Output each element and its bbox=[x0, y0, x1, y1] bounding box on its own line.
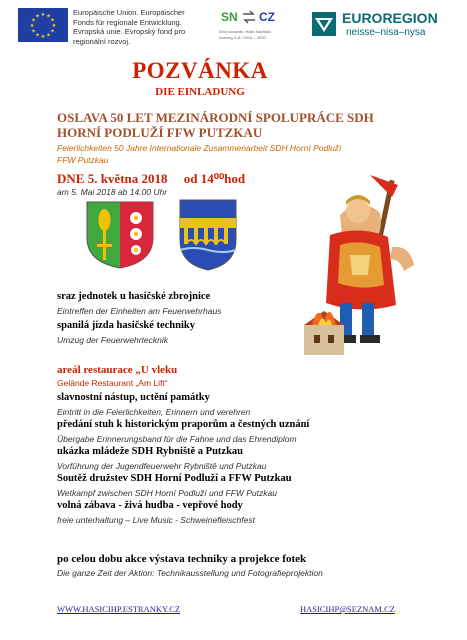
eu-text-line: Evropská unie. Evropský fond pro bbox=[73, 27, 186, 36]
venue-label: areál restaurace „U vleku bbox=[57, 364, 178, 376]
sn-label: SN bbox=[221, 10, 238, 24]
eu-text-line: Europäische Union. Europäischer bbox=[73, 8, 185, 17]
program-item-de: Wetkampf zwischen SDH Horní Podluží und FFW Putzkau bbox=[57, 488, 277, 498]
coat-of-arms-putzkau bbox=[178, 198, 238, 277]
venue-label-de: Gelände Restaurant „Am Lift“ bbox=[57, 378, 168, 388]
saint-florian-icon bbox=[300, 175, 430, 370]
event-heading-line: OSLAVA 50 LET MEZINÁRODNÍ SPOLUPRÁCE SDH bbox=[57, 110, 374, 125]
sn-small-text: Ahoj sousede. Hallo Nachbar. bbox=[219, 29, 272, 34]
cz-label: CZ bbox=[259, 10, 275, 24]
svg-text:★: ★ bbox=[50, 28, 55, 35]
svg-text:★: ★ bbox=[35, 13, 40, 20]
euroregion-emblem-icon bbox=[310, 10, 338, 38]
svg-text:★: ★ bbox=[40, 34, 46, 40]
event-date-de: am 5. Mai 2018 ab 14.00 Uhr bbox=[57, 187, 168, 197]
program-item: předání stuh k historickým praporům a čestných uznání bbox=[57, 419, 310, 430]
eu-stars-icon bbox=[18, 8, 68, 42]
program-item-de: Vorführung der Jugendfeuerwehr Rybniště und Putzkau bbox=[57, 461, 267, 471]
svg-text:★: ★ bbox=[31, 17, 36, 24]
eu-text-line: regionální rozvoj. bbox=[73, 36, 131, 46]
coat-of-arms-icon bbox=[178, 198, 238, 272]
svg-text:★: ★ bbox=[35, 32, 40, 39]
sn-small-text-2: Interreg V-A / 2014 – 2020 bbox=[219, 35, 266, 40]
svg-text:★: ★ bbox=[29, 23, 35, 29]
svg-text:★: ★ bbox=[31, 28, 36, 35]
svg-text:★: ★ bbox=[46, 13, 51, 20]
coat-of-arms-icon bbox=[85, 200, 155, 270]
arrows-icon bbox=[241, 10, 257, 24]
event-heading bbox=[57, 110, 457, 140]
saint-florian-figure bbox=[300, 175, 430, 375]
closing-text: po celou dobu akce výstava techniky a projekce fotek bbox=[57, 553, 307, 565]
program-item: volná zábava - živá hudba - vepřové hody bbox=[57, 500, 243, 511]
email-link[interactable]: HASICIHP@SEZNAM.CZ bbox=[300, 604, 395, 614]
program-item: Soutěž družstev SDH Horní Podluží a FFW Putzkau bbox=[57, 473, 292, 484]
svg-text:★: ★ bbox=[46, 32, 51, 39]
program-item: sraz jednotek u hasičské zbrojnice bbox=[57, 291, 211, 302]
event-heading-de-line: Feierlichkeiten 50 Jahre Internationale Zusammenarbeit SDH Horní Podluží bbox=[57, 143, 342, 153]
event-heading-de bbox=[57, 142, 407, 166]
sn-cz-logo bbox=[213, 8, 293, 48]
euroregion-subtitle: neisse–nisa–nysa bbox=[346, 27, 426, 38]
svg-text:★: ★ bbox=[40, 12, 46, 18]
program-item-de: Eintreffen der Einheiten am Feuerwehrhaus bbox=[57, 306, 222, 316]
program-item: slavnostní nástup, uctění památky bbox=[57, 392, 210, 403]
coat-of-arms-horni-podluzi bbox=[85, 200, 155, 275]
svg-text:★: ★ bbox=[51, 23, 57, 29]
program-item: spanilá jízda hasičské techniky bbox=[57, 320, 195, 331]
program-item-de: Eintritt in die Feierlichkeiten, Erinnern und verehren bbox=[57, 407, 251, 417]
page-title: POZVÁNKA bbox=[132, 58, 268, 83]
program-item-de: Umzug der Feuerwehrtecknik bbox=[57, 335, 169, 345]
event-date: DNE 5. května 2018 od 14⁰⁰hod bbox=[57, 171, 246, 186]
closing-text-de: Die ganze Zeit der Aktion: Technikausstellung und Fotografieprojektion bbox=[57, 568, 323, 578]
program-item-de: Übergabe Erinnerungsband für die Fahne und das Ehrendiplom bbox=[57, 434, 297, 444]
svg-text:★: ★ bbox=[50, 17, 55, 24]
program-item-de: freie unterhaltung – Live Music - Schweinefleischfest bbox=[57, 515, 255, 525]
program-item: ukázka mládeže SDH Rybniště a Putzkau bbox=[57, 446, 244, 457]
euroregion-title: EUROREGION bbox=[342, 10, 438, 26]
eu-funding-text bbox=[73, 8, 203, 46]
event-heading-line: HORNÍ PODLUŽÍ FFW PUTZKAU bbox=[57, 125, 263, 140]
page-subtitle: DIE EINLADUNG bbox=[155, 86, 245, 98]
eu-text-line: Fonds für regionale Entwicklung. bbox=[73, 17, 182, 27]
event-heading-de-line: FFW Putzkau bbox=[57, 155, 109, 165]
euroregion-logo bbox=[310, 8, 460, 48]
eu-flag-logo bbox=[18, 8, 68, 42]
website-link[interactable]: WWW.HASICIHP.ESTRANKY.CZ bbox=[57, 604, 181, 614]
